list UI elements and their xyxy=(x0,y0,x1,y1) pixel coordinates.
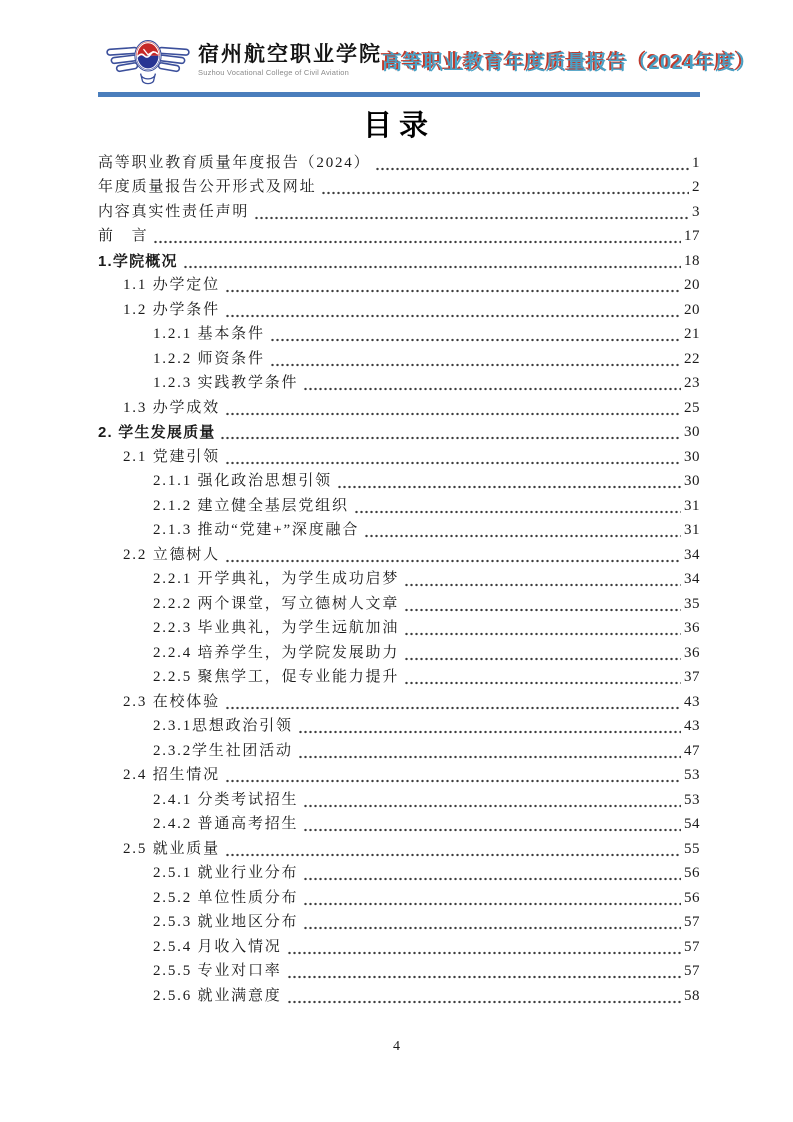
toc-leader-dots xyxy=(321,187,689,195)
toc-entry-label: 高等职业教育质量年度报告（2024） xyxy=(98,154,371,171)
toc-entry-page: 18 xyxy=(684,252,700,269)
toc-leader-dots xyxy=(303,873,681,881)
toc-entry-page: 57 xyxy=(684,938,700,955)
toc-entry xyxy=(98,518,700,543)
toc-entry xyxy=(98,616,700,641)
toc-entry-page: 43 xyxy=(684,718,700,734)
toc-entry xyxy=(98,983,700,1008)
toc-entry-label: 2.2 立德树人 xyxy=(123,546,220,563)
toc-leader-dots xyxy=(220,432,681,440)
toc-entry-page: 57 xyxy=(684,963,700,979)
toc-entry-label: 2.5.4 月收入情况 xyxy=(153,938,282,955)
toc-entry xyxy=(98,591,700,616)
toc-entry-page: 54 xyxy=(684,816,700,832)
toc-entry-page: 1 xyxy=(692,154,700,171)
toc-entry-page: 53 xyxy=(684,791,700,808)
toc-entry-label: 2.1.1 强化政治思想引领 xyxy=(153,473,332,489)
toc-entry-label: 1.1 办学定位 xyxy=(123,277,220,293)
toc-entry-label: 2.3 在校体验 xyxy=(123,693,220,710)
toc-leader-dots xyxy=(225,775,681,783)
toc-entry-label: 2.2.1 开学典礼，为学生成功启梦 xyxy=(153,571,400,587)
toc-entry-label: 2.5.6 就业满意度 xyxy=(153,987,282,1004)
toc-entry-label: 2.1 党建引领 xyxy=(123,448,220,465)
toc-leader-dots xyxy=(298,726,681,734)
toc-entry-label: 2.2.3 毕业典礼，为学生远航加油 xyxy=(153,620,400,636)
toc-entry-page: 34 xyxy=(684,571,700,587)
toc-leader-dots xyxy=(254,212,689,220)
toc-entry xyxy=(98,248,700,273)
page-header xyxy=(98,33,757,87)
toc-entry-label: 2.5.1 就业行业分布 xyxy=(153,865,299,881)
toc-entry-label: 1.2.2 师资条件 xyxy=(153,350,265,367)
header-divider xyxy=(98,92,700,97)
toc-entry xyxy=(98,346,700,371)
toc-entry-page: 2 xyxy=(692,179,700,195)
toc-leader-dots xyxy=(364,530,681,538)
toc-entry-label: 年度质量报告公开形式及网址 xyxy=(98,179,317,195)
toc-entry xyxy=(98,567,700,592)
toc-entry xyxy=(98,714,700,739)
toc-entry xyxy=(98,175,700,200)
toc-entry-page: 21 xyxy=(684,326,700,342)
toc-entry-label: 2.4 招生情况 xyxy=(123,767,220,783)
page-number: 4 xyxy=(393,1039,400,1054)
toc-entry-label: 2.2.2 两个课堂，写立德树人文章 xyxy=(153,595,400,612)
toc-leader-dots xyxy=(303,800,681,808)
toc-entry-page: 20 xyxy=(684,277,700,293)
toc-entry-label: 2.5.5 专业对口率 xyxy=(153,963,282,979)
toc-entry-label: 2.4.1 分类考试招生 xyxy=(153,791,299,808)
toc-leader-dots xyxy=(225,849,681,857)
toc-leader-dots xyxy=(225,408,681,416)
toc-entry-label: 2.2.5 聚焦学工，促专业能力提升 xyxy=(153,669,400,685)
toc-entry-label: 2.4.2 普通高考招生 xyxy=(153,816,299,832)
toc-entry xyxy=(98,322,700,347)
toc-entry-page: 47 xyxy=(684,742,700,759)
toc-leader-dots xyxy=(287,996,681,1004)
toc-entry-page: 17 xyxy=(684,228,700,244)
toc-entry xyxy=(98,224,700,249)
toc-entry-page: 35 xyxy=(684,595,700,612)
toc-entry-page: 22 xyxy=(684,350,700,367)
toc-leader-dots xyxy=(225,702,681,710)
report-title: 高等职业教育年度质量报告（2024年度） xyxy=(382,51,757,74)
toc-leader-dots xyxy=(404,677,681,685)
toc-entry xyxy=(98,395,700,420)
toc-entry-page: 37 xyxy=(684,669,700,685)
toc-entry-label: 1.学院概况 xyxy=(98,252,178,270)
toc-entry-page: 30 xyxy=(684,424,700,440)
toc-entry-page: 31 xyxy=(684,497,700,514)
toc-entry xyxy=(98,689,700,714)
toc-leader-dots xyxy=(225,310,681,318)
toc-entry xyxy=(98,150,700,175)
toc-leader-dots xyxy=(303,898,681,906)
toc-entry xyxy=(98,665,700,690)
toc-leader-dots xyxy=(354,506,681,514)
toc-leader-dots xyxy=(270,359,681,367)
toc-entry-label: 2.3.2学生社团活动 xyxy=(153,742,293,759)
toc-entry-label: 内容真实性责任声明 xyxy=(98,203,250,220)
toc-entry-page: 23 xyxy=(684,375,700,391)
toc-entry xyxy=(98,959,700,984)
toc-leader-dots xyxy=(225,285,681,293)
toc-leader-dots xyxy=(303,383,681,391)
toc-entry xyxy=(98,469,700,494)
toc-entry-page: 30 xyxy=(684,473,700,489)
toc-entry-label: 1.2.3 实践教学条件 xyxy=(153,375,299,391)
toc-entry-label: 前 言 xyxy=(98,228,149,244)
toc-entry-page: 56 xyxy=(684,889,700,906)
toc-entry-page: 58 xyxy=(684,987,700,1004)
toc-leader-dots xyxy=(287,947,681,955)
toc-entry-page: 53 xyxy=(684,767,700,783)
college-name-english: Suzhou Vocational College of Civil Aviation xyxy=(198,68,350,78)
toc-leader-dots xyxy=(270,334,681,342)
toc-leader-dots xyxy=(303,824,681,832)
toc-entry-label: 2. 学生发展质量 xyxy=(98,424,216,441)
toc-entry-page: 36 xyxy=(684,644,700,661)
toc-entry-label: 2.5.2 单位性质分布 xyxy=(153,889,299,906)
toc-entry-page: 55 xyxy=(684,840,700,857)
toc-entry xyxy=(98,885,700,910)
toc-entry-page: 3 xyxy=(692,203,700,220)
college-identity xyxy=(198,43,382,77)
toc-leader-dots xyxy=(298,751,681,759)
toc-entry xyxy=(98,444,700,469)
toc-entry-page: 43 xyxy=(684,693,700,710)
toc-leader-dots xyxy=(337,481,681,489)
toc-list xyxy=(98,150,700,1008)
toc-entry-label: 2.2.4 培养学生，为学院发展助力 xyxy=(153,644,400,661)
toc-entry xyxy=(98,297,700,322)
toc-entry-page: 25 xyxy=(684,399,700,416)
toc-entry xyxy=(98,836,700,861)
toc-leader-dots xyxy=(404,604,681,612)
toc-entry-label: 1.3 办学成效 xyxy=(123,399,220,416)
toc-leader-dots xyxy=(153,236,681,244)
toc-entry-page: 56 xyxy=(684,865,700,881)
toc-entry-label: 1.2.1 基本条件 xyxy=(153,326,265,342)
toc-entry xyxy=(98,934,700,959)
toc-entry xyxy=(98,861,700,886)
toc-entry xyxy=(98,542,700,567)
toc-entry xyxy=(98,273,700,298)
toc-entry-label: 2.3.1思想政治引领 xyxy=(153,718,293,734)
toc-leader-dots xyxy=(183,261,681,269)
toc-entry-page: 34 xyxy=(684,546,700,563)
toc-entry xyxy=(98,787,700,812)
toc-entry-label: 2.5.3 就业地区分布 xyxy=(153,914,299,930)
toc-entry xyxy=(98,640,700,665)
toc-entry xyxy=(98,910,700,935)
college-logo-icon xyxy=(106,33,190,87)
toc-entry xyxy=(98,420,700,445)
toc-entry xyxy=(98,812,700,837)
toc-entry xyxy=(98,738,700,763)
toc-leader-dots xyxy=(287,971,681,979)
toc-leader-dots xyxy=(375,163,689,171)
toc-entry-page: 31 xyxy=(684,522,700,538)
toc-entry-label: 2.5 就业质量 xyxy=(123,840,220,857)
toc-leader-dots xyxy=(404,653,681,661)
toc-leader-dots xyxy=(404,579,681,587)
toc-leader-dots xyxy=(225,457,681,465)
toc-entry-label: 1.2 办学条件 xyxy=(123,301,220,318)
toc-entry-page: 36 xyxy=(684,620,700,636)
toc-entry-label: 2.1.2 建立健全基层党组织 xyxy=(153,497,349,514)
college-name: 宿州航空职业学院 xyxy=(198,42,382,66)
toc-entry-page: 30 xyxy=(684,448,700,465)
toc-leader-dots xyxy=(225,555,681,563)
toc-entry xyxy=(98,199,700,224)
toc-leader-dots xyxy=(404,628,681,636)
toc-entry xyxy=(98,493,700,518)
toc-entry xyxy=(98,763,700,788)
toc-title: 目录 xyxy=(362,110,435,142)
toc-entry-page: 57 xyxy=(684,914,700,930)
toc-leader-dots xyxy=(303,922,681,930)
toc-entry-label: 2.1.3 推动“党建+”深度融合 xyxy=(153,522,360,538)
toc-entry xyxy=(98,371,700,396)
toc-entry-page: 20 xyxy=(684,301,700,318)
